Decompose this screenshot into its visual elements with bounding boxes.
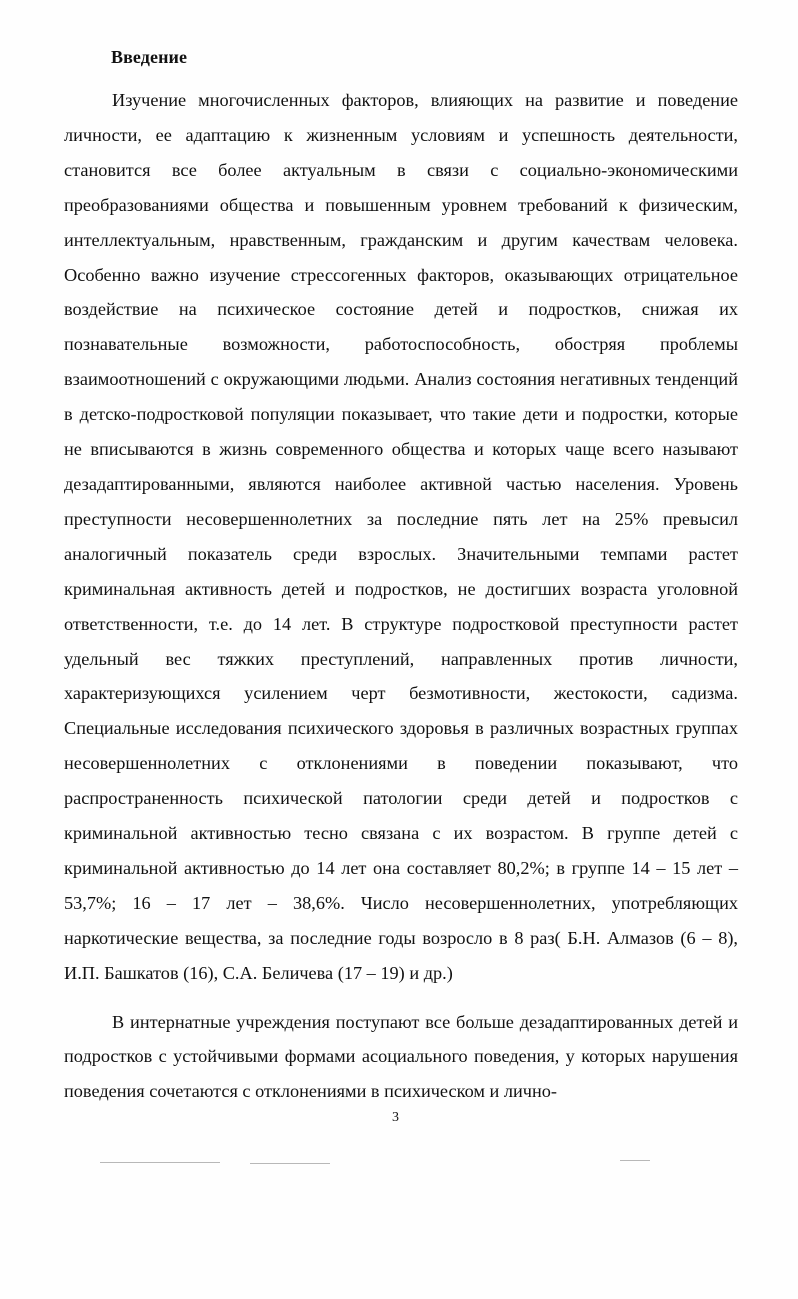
paragraph-2: В интернатные учреждения поступают все больше дезадаптированных детей и подростков с устойчивыми формами асоциального поведения, у которых нарушения поведения сочетаются с отклонениями в психическом и лично-	[64, 1011, 738, 1102]
scan-artifact-line	[620, 1160, 650, 1161]
scan-artifact-line	[100, 1162, 220, 1163]
paragraph-1: Изучение многочисленных факторов, влияющих на развитие и поведение личности, ее адаптацию к жизненным условиям и успешность деятельности, становится все более актуальным в связи с социально-экономическими преобразованиями общества и повышенным уровнем требований к физическим, интеллектуальным, нравственным, гражданским и другим качествам человека. Особенно важно изучение стрессогенных факторов, оказывающих отрицательное воздействие на психическое состояние детей и подростков, снижая их познавательные возможности, работоспособность, обостряя проблемы взаимоотношений с окружающими людьми. Анализ состояния негативных тенденций в детско-подростковой популяции показывает, что такие дети и подростки, которые не вписываются в жизнь современного общества и которых чаще всего называют дезадаптированными, являются наиболее активной частью населения. Уровень преступности несовершеннолетних за последние пять лет на 25% превысил аналогичный показатель среди взрослых. Значительными темпами растет криминальная активность детей и подростков, не достигших возраста уголовной ответственности, т.е. до 14 лет. В структуре подростковой преступности растет удельный вес тяжких преступлений, направленных против личности, характеризующихся усилением черт безмотивности, жестокости, садизма. Специальные исследования психического здоровья в различных возрастных группах несовершеннолетних с отклонениями в поведении показывают, что распространенность психической патологии среди детей и подростков с криминальной активностью тесно связана с их возрастом. В группе детей с криминальной активностью до 14 лет она составляет 80,2%; в группе 14 – 15 лет – 53,7%; 16 – 17 лет – 38,6%. Число несовершеннолетних, употребляющих наркотические вещества, за последние годы возросло в 8 раз( Б.Н. Алмазов (6 – 8), И.П. Башкатов (16), С.А. Беличева (17 – 19) и др.)	[64, 90, 738, 983]
page-number: 3	[392, 1110, 399, 1125]
body-text	[64, 83, 738, 1109]
scan-artifact-line	[250, 1163, 330, 1164]
section-heading: Введение	[111, 47, 188, 67]
